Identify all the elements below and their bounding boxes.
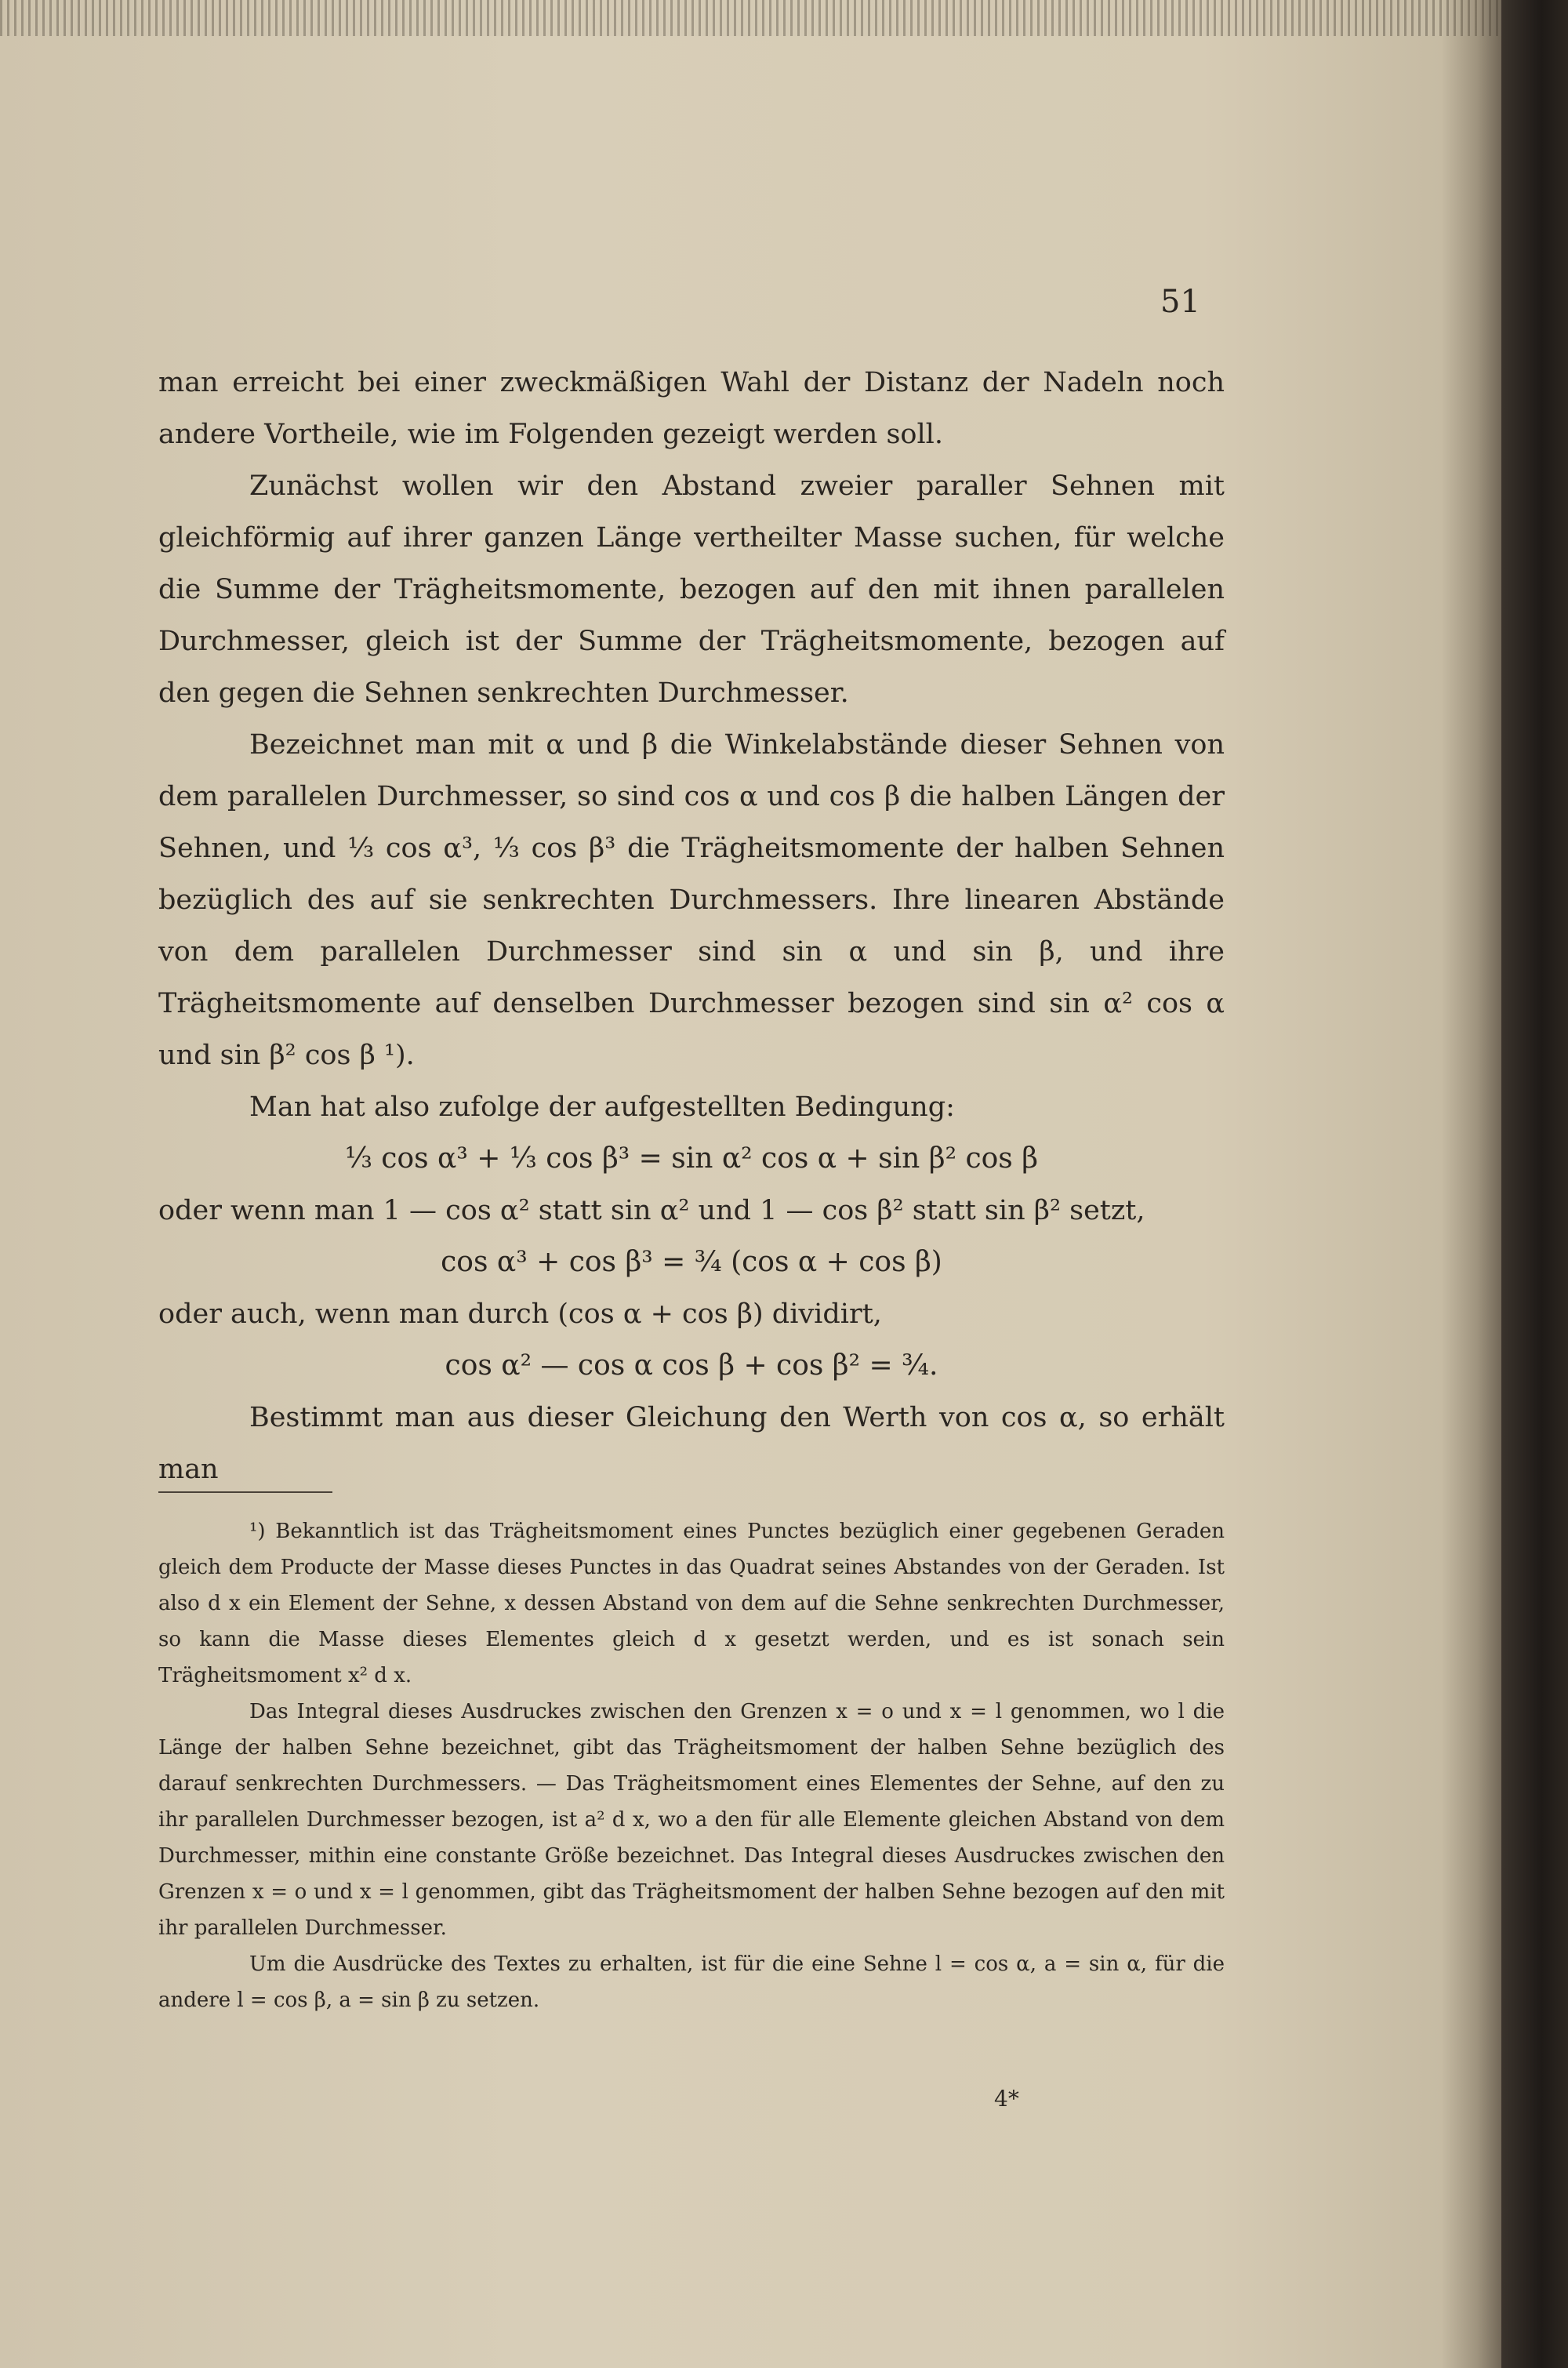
division-line: oder auch, wenn man durch (cos α + cos β) dividirt, [158,1298,882,1330]
book-cover-edge [1501,0,1568,2368]
signature-mark: 4* [994,2086,1019,2112]
footnote-3: Um die Ausdrücke des Textes zu erhalten, ist für die eine Sehne l = cos α, a = sin α, für die andere l = cos β, a = sin β zu setzen. [158,1952,1225,2012]
binding-gutter-shadow [1441,0,1501,2368]
paragraph-2: Zunächst wollen wir den Abstand zweier paraller Sehnen mit gleichförmig auf ihrer ganzen Länge vertheilter Masse suchen, für welche die Summe der Trägheitsmomente, bezogen auf den mit ihnen parallelen Durchmesser, gleich ist der Summe der Trägheitsmomente, bezogen auf den gegen die Sehnen senkrechten Durchmesser. [158,470,1225,709]
page-number: 51 [1160,284,1200,320]
main-text [158,357,1225,1495]
equation-cubic: cos α³ + cos β³ = ¾ (cos α + cos β) [441,1246,942,1278]
footnote-1: ¹) Bekanntlich ist das Trägheitsmoment eines Punctes bezüglich einer gegebenen Geraden gleich dem Producte der Masse dieses Punctes in das Quadrat seines Abstandes von der Geraden. Ist also d x ein Element der Sehne, x dessen Abstand von dem auf die Sehne senkrechten Durchmesser, so kann die Masse dieses Elementes gleich d x gesetzt werden, und es ist sonach sein Trägheitsmoment x² d x. [158,1520,1225,1687]
equation-condition: ⅓ cos α³ + ⅓ cos β³ = sin α² cos α + sin β² cos β [344,1142,1039,1175]
substitution-line: oder wenn man 1 — cos α² statt sin α² und 1 — cos β² statt sin β² setzt, [158,1195,1145,1226]
footnote-separator [158,1491,332,1493]
paragraph-3: Bezeichnet man mit α und β die Winkelabstände dieser Sehnen von dem parallelen Durchmesser, so sind cos α und cos β die halben Längen der Sehnen, und ⅓ cos α³, ⅓ cos β³ die Trägheitsmomente der halben Sehnen bezüglich des auf sie senkrechten Durchmessers. Ihre linearen Abstände von dem parallelen Durchmesser sind sin α und sin β, und ihre Trägheitsmomente auf denselben Durchmesser bezogen sind sin α² cos α und sin β² cos β ¹). [158,729,1225,1071]
top-edge-shadow [0,0,1501,36]
closing-paragraph: Bestimmt man aus dieser Gleichung den Werth von cos α, so erhält man [158,1402,1225,1485]
equation-quadratic: cos α² — cos α cos β + cos β² = ¾. [445,1349,938,1382]
footnote-2: Das Integral dieses Ausdruckes zwischen den Grenzen x = o und x = l genommen, wo l die Länge der halben Sehne bezeichnet, gibt das Trägheitsmoment der halben Sehne bezüglich des darauf senkrechten Durchmessers. — Das Trägheitsmoment eines Elementes der Sehne, auf den zu ihr parallelen Durchmesser bezogen, ist a² d x, wo a den für alle Elemente gleichen Abstand von dem Durchmesser, mithin eine constante Größe bezeichnet. Das Integral dieses Ausdruckes zwischen den Grenzen x = o und x = l genommen, gibt das Trägheitsmoment der halben Sehne bezogen auf den mit ihr parallelen Durchmesser. [158,1700,1225,1940]
paragraph-4: Man hat also zufolge der aufgestellten Bedingung: [249,1091,955,1123]
paragraph-1: man erreicht bei einer zweckmäßigen Wahl der Distanz der Nadeln noch andere Vortheile, wie im Folgenden gezeigt werden soll. [158,367,1225,450]
footnotes [158,1513,1225,2018]
